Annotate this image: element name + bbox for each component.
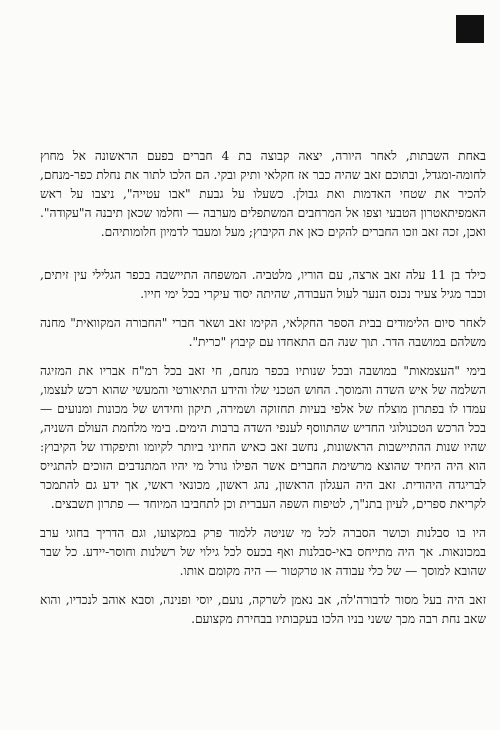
paragraph-4: בימי "העצמאות" במושבה ובכל שנותיו בכפר מנחם, חי זאב בכל רמ"ח אבריו את המזיגה השלמה של איש השדה והמוסך. החוש הטכני שלו והידע התיאורטי והמעשי שהוא רכש לעצמו, עמדו לו בפתרון מוצלח של אלפי בעיות תחזוקה ושמירה, תיקון וחידוש של מכונות ומנועים — בכל הרכש הטכנולוגי החדיש שהתווסף לענפי השדה ברבות הימים. בימי מלחמת העולם השניה, שהיו שנות ההתיישבות הראשונות, נחשב זאב כאיש החיוני ביותר לקיומו ותיפקודו של הקיבוץ: הוא היה היחיד שהוצא מרשימת החברים אשר הפילו גורל מי יהיו המתנדבים הזוכים להתגייס לבריגדה היהודית. זאב היה העגלון הראשון, נהג ראשון, מכונאי ראשי, אך ידע גם להתמכר לקריאת ספרים, לעיון בתנ"ך, לטיפוח השפה העברית וכן לתחביבו המיוחד — פתרון תשבצים. [40,364,486,511]
paragraph-6: זאב היה בעל מסור לדבורה'לה, אב נאמן לשרקה, נועם, יוסי ופנינה, וסבא אוהב לנכדיו, והוא שאב נחת רבה מכך ששני בניו הלכו בעקבותיו בבחירת מקצועם. [40,593,486,626]
paragraph-1: באחת השבתות, לאחר היורה, יצאה קבוצה בת 4 חברים בפעם הראשונה אל מחוץ לחומה-ומגדל, ובתוכם זאב שהיה כבר אז חקלאי ותיק ובקי. הם הלכו לתור את נחלת כפר-מנחם, להכיר את שטחי האדמות ואת גבולן. כשעלו על גבעת "אבו עטייה", ניצבו על ראש האמפיתאטרון הטבעי וצפו אל המרחבים המשתפלים מערבה — וחלמו שכאן תיבנה ה"עקודה". ואכן, זכה זאב וזכו החברים להקים כאן את הקיבוץ; מעל ומעבר לדמיון חלומותיהם. [40,149,486,239]
paragraph-3: לאחר סיום הלימודים בבית הספר החקלאי, הקימו זאב ושאר חברי "החבורה המקוואית" מחנה משלהם במושבה הדר. תוך שנה הם התאחדו עם קיבוץ "כרית". [40,316,486,349]
document-body [40,147,486,629]
paragraph-5: היו בו סבלנות וכושר הסברה לכל מי שניטה ללמוד פרק במקצועו, וגם הדריך בחוגי ערב במכונאות. אך היה מתייחס באי-סבלנות ואף בכעס לכל גילוי של רשלנות וחוסר-יידע. כל שבר שהובא למוסך — של כלי עבודה או טרקטור — היה מקומם אותו. [40,526,486,578]
corner-block-mark [456,15,484,43]
paragraph-2: כילד בן 11 עלה זאב ארצה, עם הוריו, מלטביה. המשפחה התיישבה בכפר הגלילי עין זיתים, וכבר מגיל צעיר נכנס הנער לעול העבודה, שהיתה יסוד עיקרי בכל ימי חייו. [40,268,486,301]
